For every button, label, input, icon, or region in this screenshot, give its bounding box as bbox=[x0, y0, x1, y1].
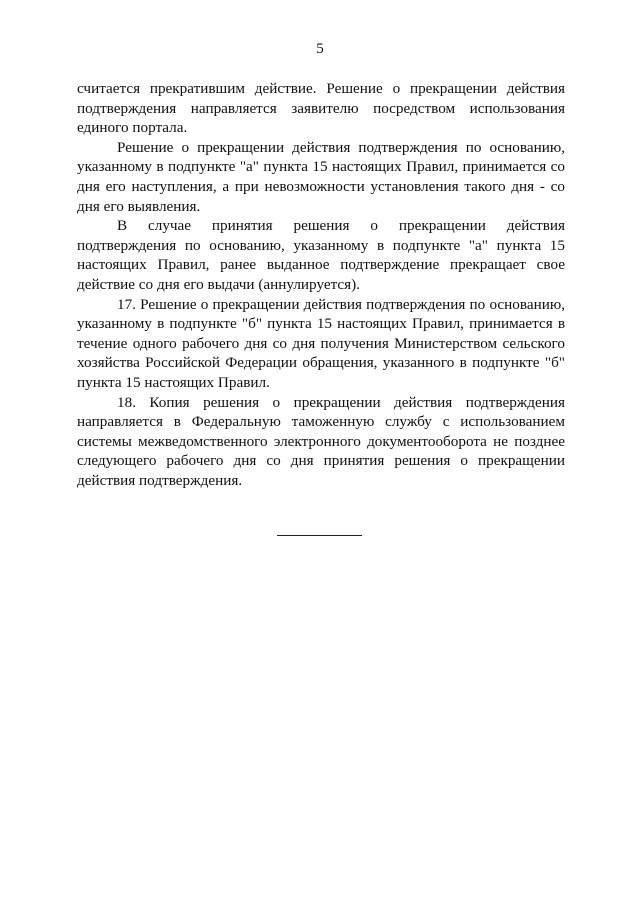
paragraph-continuation: считается прекратившим действие. Решение о прекращении действия подтверждения направляется заявителю посредством использования единого портала. bbox=[77, 80, 565, 137]
paragraph-clause-18: 18. Копия решения о прекращении действия подтверждения направляется в Федеральную таможенную службу с использованием системы межведомственного электронного документооборота не позднее следующего рабочего дня со дня принятия решения о прекращении действия подтверждения. bbox=[77, 393, 565, 489]
document-body bbox=[77, 79, 565, 490]
paragraph-annulment: В случае принятия решения о прекращении действия подтверждения по основанию, указанному в подпункте "а" пункта 15 настоящих Правил, ранее выданное подтверждение прекращает свое действие со дня его выдачи (аннулируется). bbox=[77, 217, 565, 293]
paragraph-clause-17: 17. Решение о прекращении действия подтверждения по основанию, указанному в подпункте "б" пункта 15 настоящих Правил, принимается в течение одного рабочего дня со дня получения Министерством сельского хозяйства Российской Федерации обращения, указанного в подпункте "б" пункта 15 настоящих Правил. bbox=[77, 295, 565, 391]
page-number: 5 bbox=[316, 41, 324, 57]
paragraph-decision-date: Решение о прекращении действия подтверждения по основанию, указанному в подпункте "а" пункта 15 настоящих Правил, принимается со дня его наступления, а при невозможности установления такого дня - со дня его выявления. bbox=[77, 138, 565, 215]
end-divider bbox=[277, 535, 362, 536]
